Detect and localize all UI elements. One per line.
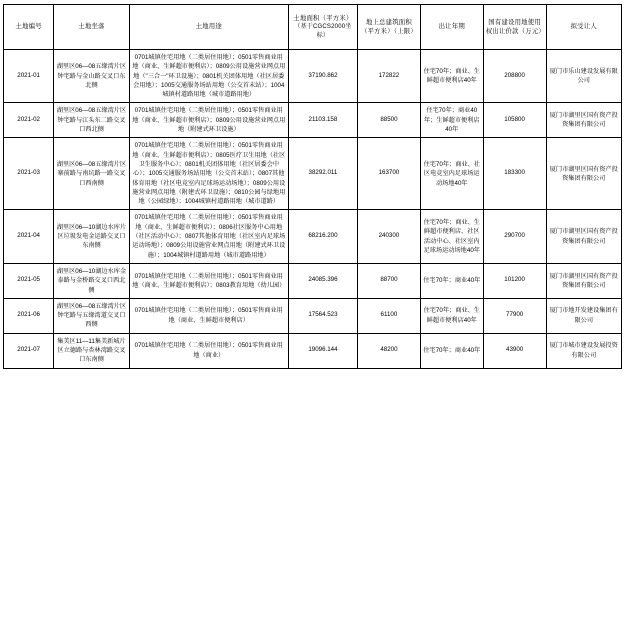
cell-build-area: 88700	[358, 263, 421, 298]
table-row	[4, 263, 622, 298]
cell-use: 0701城镇住宅用地（二类居住用地）；0501零售商业用地（商业、生鲜超市便利店）；0803教育用地（幼儿园）	[129, 263, 288, 298]
cell-area: 24085.396	[288, 263, 357, 298]
cell-price: 77900	[483, 298, 546, 333]
cell-build-area: 172822	[358, 50, 421, 103]
cell-price: 183300	[483, 138, 546, 210]
column-header-location	[54, 5, 129, 50]
column-header-use	[129, 5, 288, 50]
cell-area: 38292.011	[288, 138, 357, 210]
column-header-build-area-label: 地上总建筑面积（平方米）（上限）	[360, 18, 417, 35]
column-header-land-no	[4, 5, 54, 50]
cell-land-no: 2021-05	[4, 263, 54, 298]
cell-buyer: 厦门市城市建设发展投资有限公司	[546, 333, 621, 368]
cell-term: 住宅70年；商业40年	[420, 333, 483, 368]
cell-buyer: 厦门市乐山建设发展有限公司	[546, 50, 621, 103]
table-header-row	[4, 5, 622, 50]
table-row	[4, 138, 622, 210]
table-row	[4, 298, 622, 333]
cell-term: 住宅70年；商业、生鲜超市便利店、社区活动中心、社区室内足球场运动场地40年	[420, 210, 483, 263]
table-header	[4, 5, 622, 50]
land-transfer-table	[3, 4, 622, 369]
cell-area: 17564.523	[288, 298, 357, 333]
table-row	[4, 103, 622, 138]
cell-area: 21103.158	[288, 103, 357, 138]
cell-land-no: 2021-04	[4, 210, 54, 263]
cell-land-no: 2021-01	[4, 50, 54, 103]
cell-price: 105800	[483, 103, 546, 138]
column-header-term	[420, 5, 483, 50]
cell-area: 68216.200	[288, 210, 357, 263]
column-header-build-area	[358, 5, 421, 50]
cell-land-no: 2021-03	[4, 138, 54, 210]
cell-use: 0701城镇住宅用地（二类居住用地）；0501零售商业用地（商业、生鲜超市便利店）；0805医疗卫生用地（社区卫生服务中心）；0801机关团体用地（社区居委会中心）；1005交通服务场站用地（公交首末站）；0807其他体育用地（社区电竞室内足球场运动场地）；0809公用设施营业网点用地（附建式环卫设施）；0810公园与绿地用地（公园绿地）；1004城镇村道路用地（城市道路）	[129, 138, 288, 210]
cell-use: 0701城镇住宅用地（二类居住用地）；0501零售商业用地（商业、生鲜超市便利店）；0809公用设施营业网点用地（附建式环卫设施）	[129, 103, 288, 138]
cell-build-area: 48200	[358, 333, 421, 368]
column-header-buyer-label: 拟受让人	[570, 23, 597, 31]
table-row	[4, 210, 622, 263]
cell-price: 101200	[483, 263, 546, 298]
cell-location: 湖里区06—08五缘湾片区钟宅路与江头东二路交叉口西北侧	[54, 103, 129, 138]
cell-location: 湖里区06—08五缘湾片区钟宅路与五缘湾道交叉口西侧	[54, 298, 129, 333]
column-header-use-label: 土地用途	[195, 23, 222, 31]
cell-term: 住宅70年；商业、生鲜超市便利店40年	[420, 50, 483, 103]
column-header-buyer	[546, 5, 621, 50]
cell-land-no: 2021-07	[4, 333, 54, 368]
cell-use: 0701城镇住宅用地（二类居住用地）；0501零售商业用地（商业、生鲜超市便利店）；0809公用设施营业网点用地（"三合一"环卫设施）；0801机关团体用地（社区居委会用地）；1005交通服务场站用地（公交首末站）；1004城镇村道路用地（城市道路用地）	[129, 50, 288, 103]
cell-location: 湖里区06—08五缘湾片区钟宅路与金山路交叉口东北侧	[54, 50, 129, 103]
cell-build-area: 163700	[358, 138, 421, 210]
column-header-area-sublabel: （基于CGCS2000坐标）	[294, 23, 352, 39]
cell-price: 208800	[483, 50, 546, 103]
cell-buyer: 厦门市地开发建设集团有限公司	[546, 298, 621, 333]
cell-buyer: 厦门市湖里区国有资产投资集团有限公司	[546, 138, 621, 210]
cell-build-area: 240300	[358, 210, 421, 263]
cell-location: 湖里区06—08五缘湾片区寨前路与南坑路一路交叉口西南侧	[54, 138, 129, 210]
cell-build-area: 61100	[358, 298, 421, 333]
cell-use: 0701城镇住宅用地（二类居住用地）；0501零售商业用地（商业、生鲜超市便利店）	[129, 298, 288, 333]
cell-land-no: 2021-02	[4, 103, 54, 138]
cell-use: 0701城镇住宅用地（二类居住用地）；0501零售商业用地（商业、生鲜超市便利店）；0806社区服务中心用地（社区活动中心）；0807其他体育用地（社区室内足球场运动场地）；0809公用设施营业网点用地（附建式环卫设施）；1004城镇村道路用地（城市道路用地）	[129, 210, 288, 263]
column-header-area-label: 土地面积（平方米）	[293, 14, 353, 22]
cell-term: 住宅70年；商业、社区电竞室内足球场运动场地40年	[420, 138, 483, 210]
cell-buyer: 厦门市湖里区国有资产投资集团有限公司	[546, 263, 621, 298]
table-row	[4, 333, 622, 368]
cell-term: 住宅70年；商业40年	[420, 263, 483, 298]
cell-price: 43900	[483, 333, 546, 368]
cell-price: 290700	[483, 210, 546, 263]
column-header-price-label: 国有建设用地使用权出让价款（万元）	[485, 18, 546, 35]
cell-term: 住宅70年；商业、生鲜超市便利店40年	[420, 298, 483, 333]
table-body	[4, 50, 622, 369]
table-row	[4, 50, 622, 103]
cell-land-no: 2021-06	[4, 298, 54, 333]
cell-location: 湖里区06—10湖边水库金泰路与金桥路交叉口西北侧	[54, 263, 129, 298]
column-header-area	[288, 5, 357, 50]
column-header-location-label: 土地坐落	[78, 23, 105, 31]
cell-use: 0701城镇住宅用地（二类居住用地）；0501零售商业用地（商业）	[129, 333, 288, 368]
cell-term: 住宅70年；商业40年；生鲜超市便利店40年	[420, 103, 483, 138]
cell-buyer: 厦门市湖里区国有资产投资集团有限公司	[546, 210, 621, 263]
cell-build-area: 88500	[358, 103, 421, 138]
column-header-term-label: 出让年期	[438, 23, 465, 31]
cell-location: 集美区11—11集美新城片区立德路与杏林湾路交叉口东南侧	[54, 333, 129, 368]
column-header-land-no-label: 土地编号	[15, 23, 42, 31]
cell-buyer: 厦门市湖里区国有资产投资集团有限公司	[546, 103, 621, 138]
cell-area: 37190.862	[288, 50, 357, 103]
cell-area: 19096.144	[288, 333, 357, 368]
cell-location: 湖里区06—10湖边水库片区垃圾发电金运路交叉口东南侧	[54, 210, 129, 263]
column-header-price	[483, 5, 546, 50]
